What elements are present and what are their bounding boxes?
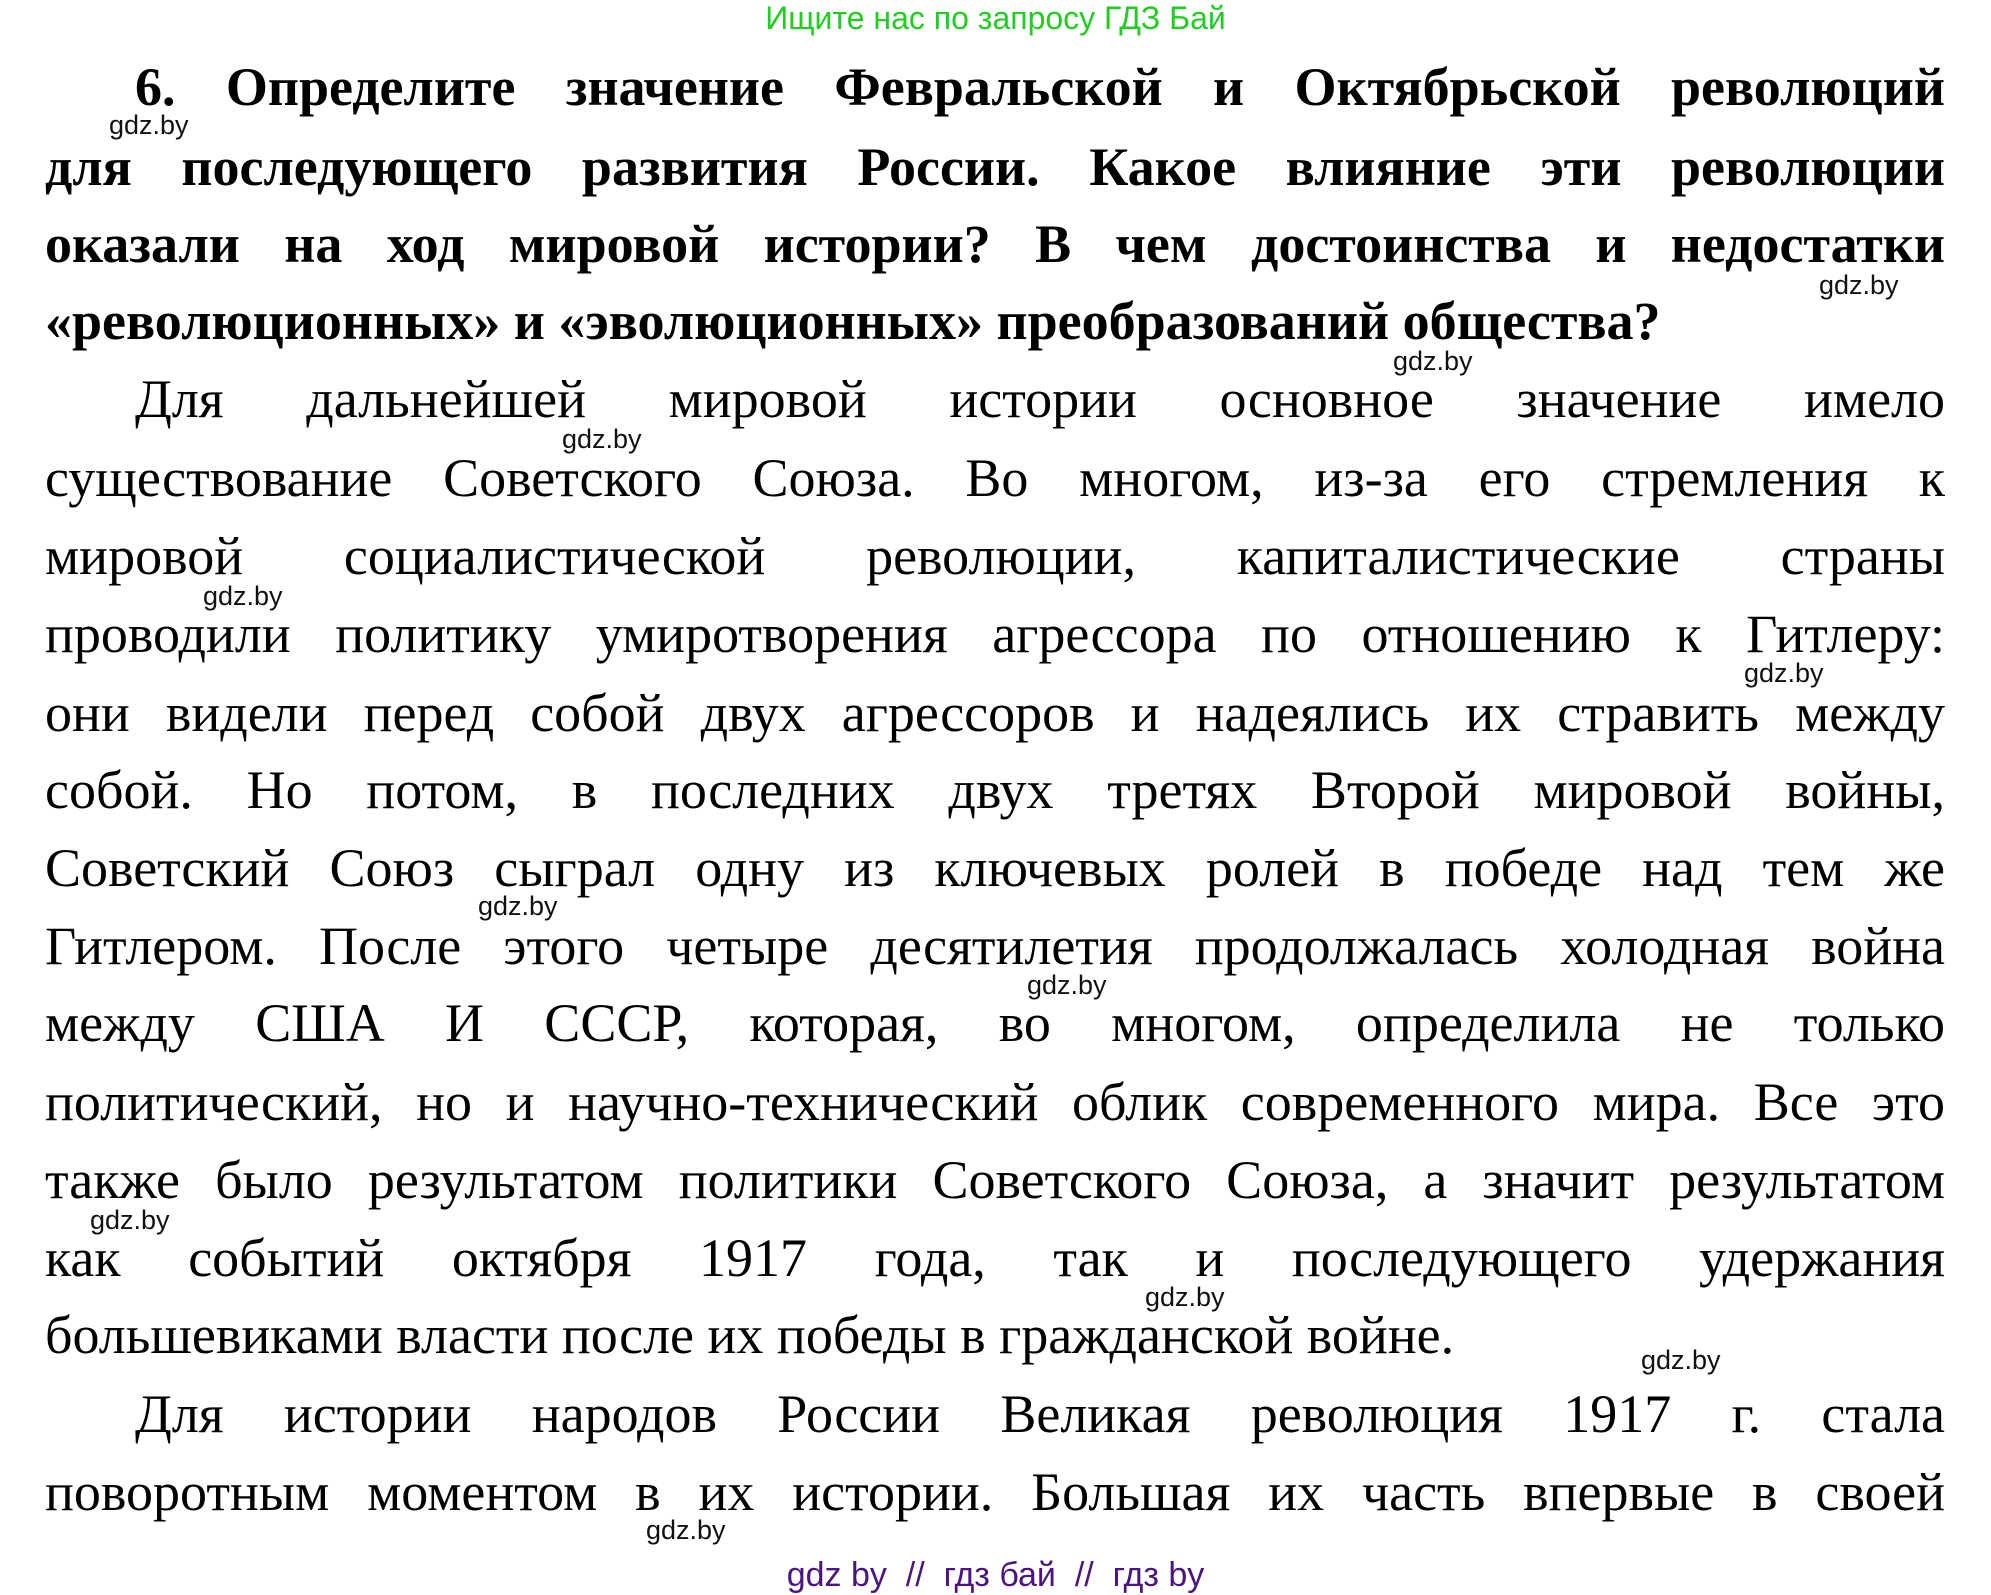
question-line: оказали на ход мировой истории? В чем достоинства и недостатки [45, 214, 1945, 274]
answer-line: они видели перед собой двух агрессоров и надеялись их стравить между [45, 683, 1945, 743]
answer-line: собой. Но потом, в последних двух третях Второй мировой войны, [45, 760, 1945, 820]
answer-line: Для истории народов России Великая революция 1917 г. стала [135, 1384, 1945, 1444]
search-hint-banner: Ищите нас по запросу ГДЗ Бай [765, 0, 1226, 36]
answer-line: политический, но и научно-технический облик современного мира. Все это [45, 1072, 1945, 1132]
watermark: gdz.by [1027, 970, 1107, 1000]
answer-line: большевиками власти после их победы в гражданской войне. [45, 1305, 1455, 1365]
watermark: gdz.by [1393, 346, 1473, 376]
watermark: gdz.by [1641, 1345, 1721, 1375]
watermark: gdz.by [203, 581, 283, 611]
answer-line: существование Советского Союза. Во многом, из-за его стремления к [45, 448, 1945, 508]
question-line: «революционных» и «эволюционных» преобразований общества? [45, 291, 1661, 351]
answer-line: Советский Союз сыграл одну из ключевых ролей в победе над тем же [45, 838, 1945, 898]
question-line: для последующего развития России. Какое влияние эти революции [45, 137, 1945, 197]
watermark: gdz.by [646, 1515, 726, 1545]
watermark: gdz.by [1819, 270, 1899, 300]
answer-line: Гитлером. После этого четыре десятилетия продолжалась холодная война [45, 916, 1945, 976]
watermark: gdz.by [478, 891, 558, 921]
answer-line: также было результатом политики Советского Союза, а значит результатом [45, 1150, 1945, 1210]
answer-line: поворотным моментом в их истории. Большая их часть впервые в своей [45, 1462, 1945, 1522]
answer-line: проводили политику умиротворения агрессора по отношению к Гитлеру: [45, 604, 1945, 664]
answer-line: Для дальнейшей мировой истории основное значение имело [135, 369, 1945, 429]
answer-line: как событий октября 1917 года, так и последующего удержания [45, 1228, 1945, 1288]
answer-line: между США И СССР, которая, во многом, определила не только [45, 993, 1945, 1053]
watermark: gdz.by [109, 110, 189, 140]
watermark: gdz.by [1744, 658, 1824, 688]
question-line: 6. Определите значение Февральской и Октябрьской революций [135, 57, 1945, 117]
watermark: gdz.by [562, 424, 642, 454]
answer-line: мировой социалистической революции, капиталистические страны [45, 526, 1945, 586]
watermark: gdz.by [1145, 1282, 1225, 1312]
watermark: gdz.by [90, 1205, 170, 1235]
site-footer-links: gdz by // гдз бай // гдз by [786, 1556, 1205, 1594]
